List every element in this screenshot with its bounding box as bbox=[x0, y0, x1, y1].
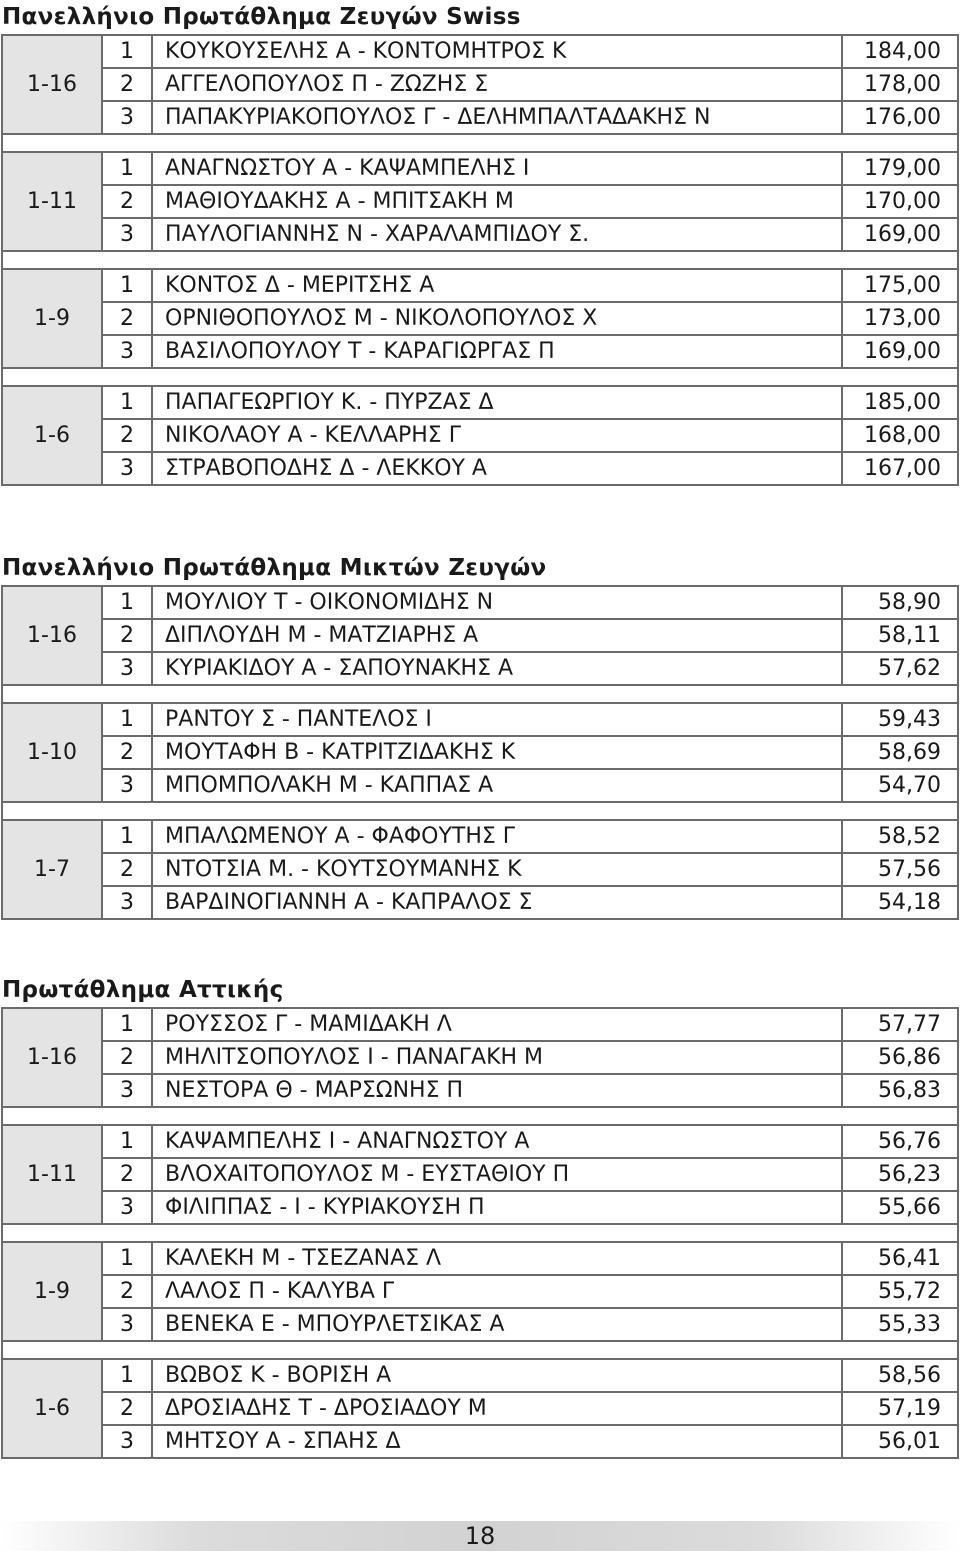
pair-names-cell: ΠΑΠΑΚΥΡΙΑΚΟΠΟΥΛΟΣ Γ - ΔΕΛΗΜΠΑΛΤΑΔΑΚΗΣ Ν bbox=[152, 101, 842, 134]
rank-cell: 3 bbox=[102, 101, 152, 134]
score-cell: 56,41 bbox=[842, 1242, 958, 1275]
score-cell: 169,00 bbox=[842, 335, 958, 368]
table-row bbox=[2, 269, 958, 302]
table-row bbox=[2, 652, 958, 685]
group-label: 1-9 bbox=[2, 1242, 102, 1341]
table-row bbox=[2, 736, 958, 769]
group-separator bbox=[2, 368, 958, 386]
pair-names-cell: ΜΗΤΣΟΥ Α - ΣΠΑΗΣ Δ bbox=[152, 1425, 842, 1458]
group-label: 1-9 bbox=[2, 269, 102, 368]
group-separator bbox=[2, 685, 958, 703]
section-mixed-pairs bbox=[0, 551, 960, 920]
score-cell: 184,00 bbox=[842, 35, 958, 68]
rank-cell: 2 bbox=[102, 419, 152, 452]
pair-names-cell: ΚΑΨΑΜΠΕΛΗΣ Ι - ΑΝΑΓΝΩΣΤΟΥ Α bbox=[152, 1125, 842, 1158]
pair-names-cell: ΚΑΛΕΚΗ Μ - ΤΣΕΖΑΝΑΣ Λ bbox=[152, 1242, 842, 1275]
score-cell: 58,11 bbox=[842, 619, 958, 652]
table-row bbox=[2, 35, 958, 68]
table-row bbox=[2, 1275, 958, 1308]
group-separator bbox=[2, 1224, 958, 1242]
table-row bbox=[2, 1392, 958, 1425]
group-label: 1-7 bbox=[2, 820, 102, 919]
separator-cell bbox=[2, 1341, 958, 1359]
score-cell: 58,56 bbox=[842, 1359, 958, 1392]
table-row bbox=[2, 302, 958, 335]
rank-cell: 3 bbox=[102, 218, 152, 251]
pair-names-cell: ΚΟΝΤΟΣ Δ - ΜΕΡΙΤΣΗΣ Α bbox=[152, 269, 842, 302]
pair-names-cell: ΝΕΣΤΟΡΑ Θ - ΜΑΡΣΩΝΗΣ Π bbox=[152, 1074, 842, 1107]
pair-names-cell: ΒΑΡΔΙΝΟΓΙΑΝΝΗ Α - ΚΑΠΡΑΛΟΣ Σ bbox=[152, 886, 842, 919]
pair-names-cell: ΒΑΣΙΛΟΠΟΥΛΟΥ Τ - ΚΑΡΑΓΙΩΡΓΑΣ Π bbox=[152, 335, 842, 368]
results-table bbox=[1, 34, 959, 486]
section-attica-championship bbox=[0, 973, 960, 1459]
score-cell: 56,83 bbox=[842, 1074, 958, 1107]
rank-cell: 3 bbox=[102, 335, 152, 368]
table-row bbox=[2, 218, 958, 251]
pair-names-cell: ΜΗΛΙΤΣΟΠΟΥΛΟΣ Ι - ΠΑΝΑΓΑΚΗ Μ bbox=[152, 1041, 842, 1074]
pair-names-cell: ΛΑΛΟΣ Π - ΚΑΛΥΒΑ Γ bbox=[152, 1275, 842, 1308]
section-title: Πανελλήνιο Πρωτάθλημα Μικτών Ζευγών bbox=[2, 555, 547, 581]
score-cell: 168,00 bbox=[842, 419, 958, 452]
pair-names-cell: ΑΝΑΓΝΩΣΤΟΥ Α - ΚΑΨΑΜΠΕΛΗΣ Ι bbox=[152, 152, 842, 185]
rank-cell: 2 bbox=[102, 619, 152, 652]
pair-names-cell: ΜΟΥΛΙΟΥ Τ - ΟΙΚΟΝΟΜΙΔΗΣ Ν bbox=[152, 586, 842, 619]
score-cell: 175,00 bbox=[842, 269, 958, 302]
group-label: 1-16 bbox=[2, 1008, 102, 1107]
pair-names-cell: ΜΠΟΜΠΟΛΑΚΗ Μ - ΚΑΠΠΑΣ Α bbox=[152, 769, 842, 802]
table-row bbox=[2, 1158, 958, 1191]
rank-cell: 1 bbox=[102, 1125, 152, 1158]
pair-names-cell: ΡΟΥΣΣΟΣ Γ - ΜΑΜΙΔΑΚΗ Λ bbox=[152, 1008, 842, 1041]
rank-cell: 1 bbox=[102, 1359, 152, 1392]
table-row bbox=[2, 1074, 958, 1107]
table-row bbox=[2, 101, 958, 134]
separator-cell bbox=[2, 251, 958, 269]
pair-names-cell: ΜΑΘΙΟΥΔΑΚΗΣ Α - ΜΠΙΤΣΑΚΗ Μ bbox=[152, 185, 842, 218]
rank-cell: 3 bbox=[102, 1191, 152, 1224]
score-cell: 176,00 bbox=[842, 101, 958, 134]
table-row bbox=[2, 1425, 958, 1458]
rank-cell: 3 bbox=[102, 1074, 152, 1107]
rank-cell: 1 bbox=[102, 269, 152, 302]
score-cell: 54,70 bbox=[842, 769, 958, 802]
score-cell: 59,43 bbox=[842, 703, 958, 736]
rank-cell: 1 bbox=[102, 586, 152, 619]
group-label: 1-11 bbox=[2, 1125, 102, 1224]
group-label: 1-16 bbox=[2, 586, 102, 685]
group-separator bbox=[2, 251, 958, 269]
rank-cell: 3 bbox=[102, 452, 152, 485]
score-cell: 57,62 bbox=[842, 652, 958, 685]
group-label: 1-16 bbox=[2, 35, 102, 134]
rank-cell: 1 bbox=[102, 1242, 152, 1275]
table-row bbox=[2, 1008, 958, 1041]
rank-cell: 3 bbox=[102, 1308, 152, 1341]
group-label: 1-10 bbox=[2, 703, 102, 802]
table-row bbox=[2, 419, 958, 452]
group-separator bbox=[2, 1341, 958, 1359]
score-cell: 56,76 bbox=[842, 1125, 958, 1158]
table-row bbox=[2, 820, 958, 853]
separator-cell bbox=[2, 685, 958, 703]
table-row bbox=[2, 769, 958, 802]
score-cell: 179,00 bbox=[842, 152, 958, 185]
rank-cell: 2 bbox=[102, 1275, 152, 1308]
table-row bbox=[2, 1242, 958, 1275]
table-row bbox=[2, 68, 958, 101]
score-cell: 169,00 bbox=[842, 218, 958, 251]
pair-names-cell: ΡΑΝΤΟΥ Σ - ΠΑΝΤΕΛΟΣ Ι bbox=[152, 703, 842, 736]
separator-cell bbox=[2, 1224, 958, 1242]
score-cell: 167,00 bbox=[842, 452, 958, 485]
pair-names-cell: ΚΥΡΙΑΚΙΔΟΥ Α - ΣΑΠΟΥΝΑΚΗΣ Α bbox=[152, 652, 842, 685]
pair-names-cell: ΜΟΥΤΑΦΗ Β - ΚΑΤΡΙΤΖΙΔΑΚΗΣ Κ bbox=[152, 736, 842, 769]
rank-cell: 3 bbox=[102, 769, 152, 802]
pair-names-cell: ΜΠΑΛΩΜΕΝΟΥ Α - ΦΑΦΟΥΤΗΣ Γ bbox=[152, 820, 842, 853]
score-cell: 56,23 bbox=[842, 1158, 958, 1191]
table-row bbox=[2, 853, 958, 886]
separator-cell bbox=[2, 368, 958, 386]
table-row bbox=[2, 1308, 958, 1341]
separator-cell bbox=[2, 802, 958, 820]
rank-cell: 2 bbox=[102, 302, 152, 335]
separator-cell bbox=[2, 1107, 958, 1125]
table-row bbox=[2, 886, 958, 919]
rank-cell: 1 bbox=[102, 820, 152, 853]
group-separator bbox=[2, 1107, 958, 1125]
rank-cell: 2 bbox=[102, 853, 152, 886]
rank-cell: 2 bbox=[102, 185, 152, 218]
page-footer bbox=[0, 1521, 960, 1551]
pair-names-cell: ΦΙΛΙΠΠΑΣ - Ι - ΚΥΡΙΑΚΟΥΣΗ Π bbox=[152, 1191, 842, 1224]
pair-names-cell: ΑΓΓΕΛΟΠΟΥΛΟΣ Π - ΖΩΖΗΣ Σ bbox=[152, 68, 842, 101]
rank-cell: 1 bbox=[102, 1008, 152, 1041]
rank-cell: 1 bbox=[102, 152, 152, 185]
pair-names-cell: ΒΕΝΕΚΑ Ε - ΜΠΟΥΡΛΕΤΣΙΚΑΣ Α bbox=[152, 1308, 842, 1341]
rank-cell: 3 bbox=[102, 886, 152, 919]
table-row bbox=[2, 1041, 958, 1074]
pair-names-cell: ΔΡΟΣΙΑΔΗΣ Τ - ΔΡΟΣΙΑΔΟΥ Μ bbox=[152, 1392, 842, 1425]
rank-cell: 3 bbox=[102, 652, 152, 685]
pair-names-cell: ΚΟΥΚΟΥΣΕΛΗΣ Α - ΚΟΝΤΟΜΗΤΡΟΣ Κ bbox=[152, 35, 842, 68]
results-table bbox=[1, 1007, 959, 1459]
table-row bbox=[2, 1125, 958, 1158]
pair-names-cell: ΝΙΚΟΛΑΟΥ Α - ΚΕΛΛΑΡΗΣ Γ bbox=[152, 419, 842, 452]
score-cell: 57,19 bbox=[842, 1392, 958, 1425]
group-separator bbox=[2, 134, 958, 152]
table-row bbox=[2, 1191, 958, 1224]
score-cell: 56,86 bbox=[842, 1041, 958, 1074]
rank-cell: 1 bbox=[102, 386, 152, 419]
table-row bbox=[2, 452, 958, 485]
rank-cell: 2 bbox=[102, 1041, 152, 1074]
results-table bbox=[1, 585, 959, 920]
pair-names-cell: ΝΤΟΤΣΙΑ Μ. - ΚΟΥΤΣΟΥΜΑΝΗΣ Κ bbox=[152, 853, 842, 886]
group-label: 1-6 bbox=[2, 386, 102, 485]
score-cell: 55,72 bbox=[842, 1275, 958, 1308]
rank-cell: 2 bbox=[102, 736, 152, 769]
score-cell: 55,66 bbox=[842, 1191, 958, 1224]
rank-cell: 1 bbox=[102, 703, 152, 736]
score-cell: 58,90 bbox=[842, 586, 958, 619]
pair-names-cell: ΣΤΡΑΒΟΠΟΔΗΣ Δ - ΛΕΚΚΟΥ Α bbox=[152, 452, 842, 485]
table-row bbox=[2, 335, 958, 368]
pair-names-cell: ΒΩΒΟΣ Κ - ΒΟΡΙΣΗ Α bbox=[152, 1359, 842, 1392]
group-label: 1-6 bbox=[2, 1359, 102, 1458]
table-row bbox=[2, 586, 958, 619]
table-row bbox=[2, 619, 958, 652]
rank-cell: 2 bbox=[102, 1158, 152, 1191]
pair-names-cell: ΒΛΟΧΑΙΤΟΠΟΥΛΟΣ Μ - ΕΥΣΤΑΘΙΟΥ Π bbox=[152, 1158, 842, 1191]
score-cell: 170,00 bbox=[842, 185, 958, 218]
table-row bbox=[2, 386, 958, 419]
section-title: Πρωτάθλημα Αττικής bbox=[2, 977, 284, 1003]
rank-cell: 1 bbox=[102, 35, 152, 68]
table-row bbox=[2, 185, 958, 218]
section-swiss-pairs bbox=[0, 0, 960, 486]
score-cell: 58,69 bbox=[842, 736, 958, 769]
pair-names-cell: ΟΡΝΙΘΟΠΟΥΛΟΣ Μ - ΝΙΚΟΛΟΠΟΥΛΟΣ Χ bbox=[152, 302, 842, 335]
page-number: 18 bbox=[464, 1522, 496, 1550]
score-cell: 185,00 bbox=[842, 386, 958, 419]
rank-cell: 2 bbox=[102, 1392, 152, 1425]
score-cell: 56,01 bbox=[842, 1425, 958, 1458]
score-cell: 54,18 bbox=[842, 886, 958, 919]
score-cell: 55,33 bbox=[842, 1308, 958, 1341]
score-cell: 57,77 bbox=[842, 1008, 958, 1041]
score-cell: 58,52 bbox=[842, 820, 958, 853]
table-row bbox=[2, 703, 958, 736]
rank-cell: 3 bbox=[102, 1425, 152, 1458]
separator-cell bbox=[2, 134, 958, 152]
table-row bbox=[2, 152, 958, 185]
rank-cell: 2 bbox=[102, 68, 152, 101]
score-cell: 178,00 bbox=[842, 68, 958, 101]
group-separator bbox=[2, 802, 958, 820]
score-cell: 173,00 bbox=[842, 302, 958, 335]
group-label: 1-11 bbox=[2, 152, 102, 251]
section-title: Πανελλήνιο Πρωτάθλημα Ζευγών Swiss bbox=[2, 4, 521, 30]
pair-names-cell: ΠΑΠΑΓΕΩΡΓΙΟΥ Κ. - ΠΥΡΖΑΣ Δ bbox=[152, 386, 842, 419]
pair-names-cell: ΔΙΠΛΟΥΔΗ Μ - ΜΑΤΖΙΑΡΗΣ Α bbox=[152, 619, 842, 652]
pair-names-cell: ΠΑΥΛΟΓΙΑΝΝΗΣ Ν - ΧΑΡΑΛΑΜΠΙΔΟΥ Σ. bbox=[152, 218, 842, 251]
table-row bbox=[2, 1359, 958, 1392]
score-cell: 57,56 bbox=[842, 853, 958, 886]
